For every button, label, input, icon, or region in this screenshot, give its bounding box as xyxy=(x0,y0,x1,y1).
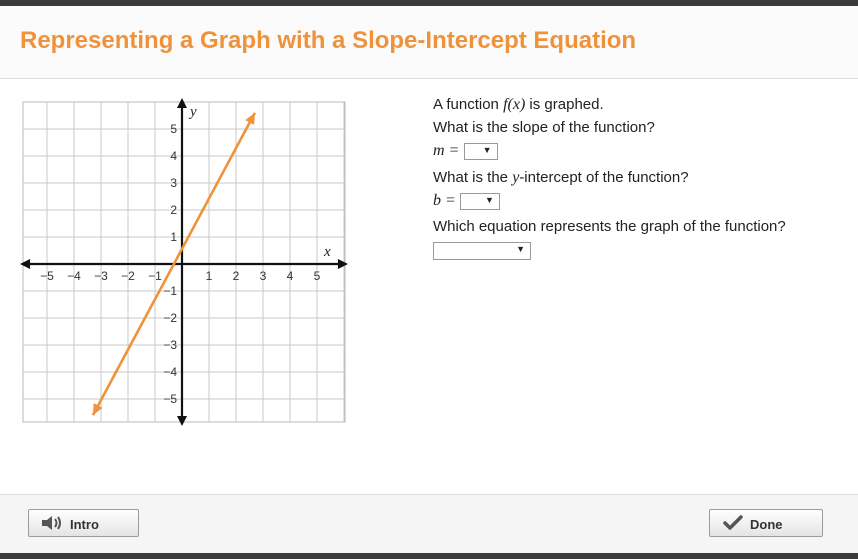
intro-button[interactable] xyxy=(28,509,139,537)
slope-dropdown[interactable] xyxy=(464,143,498,160)
graph-svg xyxy=(16,94,352,428)
x-tick-label: −1 xyxy=(148,269,162,283)
question-equation: Which equation represents the graph of the function? xyxy=(433,218,786,235)
y-tick-label: −3 xyxy=(163,338,177,352)
slope-label: m = xyxy=(433,142,460,159)
equation-answer-row xyxy=(433,242,531,260)
x-tick-label: −2 xyxy=(121,269,135,283)
question-y-intercept xyxy=(433,169,689,187)
x-tick-label: −5 xyxy=(40,269,54,283)
y-variable: y xyxy=(512,169,520,186)
done-label: Done xyxy=(750,517,783,532)
y-tick-label: −4 xyxy=(163,365,177,379)
intercept-label: b = xyxy=(433,192,456,209)
y-tick-label: −5 xyxy=(163,392,177,406)
question-function-graphed xyxy=(433,96,604,114)
y-tick-label: 2 xyxy=(170,203,177,217)
question-text: is graphed. xyxy=(525,96,604,113)
question-text: What is the xyxy=(433,169,513,186)
x-tick-label: −3 xyxy=(94,269,108,283)
x-tick-label: 5 xyxy=(313,269,321,283)
header xyxy=(0,6,858,79)
function-name: f(x) xyxy=(503,96,526,113)
lesson-frame xyxy=(0,6,858,552)
equation-dropdown[interactable] xyxy=(433,242,531,260)
page-title: Representing a Graph with a Slope-Intercept Equation xyxy=(20,27,637,54)
y-axis-label: y xyxy=(190,104,197,120)
y-tick-label: 5 xyxy=(170,122,177,136)
intercept-dropdown[interactable] xyxy=(460,193,500,210)
y-tick-label: 3 xyxy=(170,176,177,190)
x-tick-label: 2 xyxy=(232,269,240,283)
question-text: -intercept of the function? xyxy=(519,169,689,186)
y-tick-label: 4 xyxy=(170,149,177,163)
x-tick-label: −4 xyxy=(67,269,81,283)
intercept-answer-row xyxy=(433,192,500,210)
checkmark-icon xyxy=(723,515,743,531)
x-tick-label: 4 xyxy=(286,269,294,283)
intro-label: Intro xyxy=(70,517,99,532)
x-tick-label: 3 xyxy=(259,269,267,283)
chevron-down-icon: ▼ xyxy=(482,144,492,155)
x-tick-label: 1 xyxy=(205,269,213,283)
grid-border xyxy=(23,102,345,422)
y-tick-label: −1 xyxy=(163,284,177,298)
slope-answer-row xyxy=(433,142,498,160)
coordinate-graph xyxy=(16,94,352,428)
y-tick-label: 1 xyxy=(170,230,177,244)
footer-bar xyxy=(0,494,858,553)
y-tick-label: −2 xyxy=(163,311,177,325)
question-slope: What is the slope of the function? xyxy=(433,119,655,136)
done-button[interactable] xyxy=(709,509,823,537)
speaker-icon xyxy=(41,514,63,532)
chevron-down-icon: ▼ xyxy=(516,244,525,255)
grid xyxy=(23,102,345,422)
chevron-down-icon: ▼ xyxy=(485,194,494,205)
question-text: A function xyxy=(433,96,504,113)
x-axis-label: x xyxy=(324,244,331,260)
